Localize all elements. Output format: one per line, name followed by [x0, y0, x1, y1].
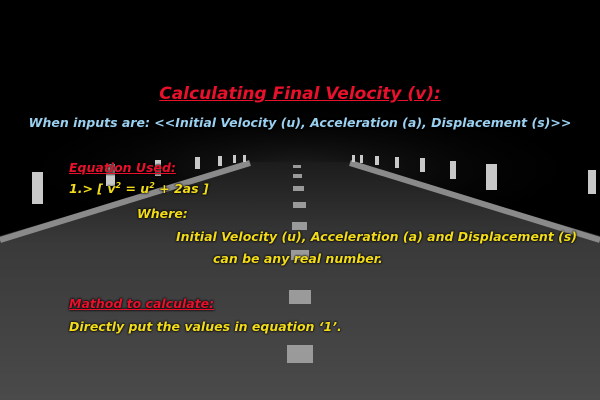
equation-number: 1.> — [69, 181, 93, 197]
equation-formula — [69, 181, 209, 196]
where-label: Where: — [137, 206, 188, 221]
equation-term1: u — [140, 181, 150, 197]
equation-close-bracket: ] — [202, 181, 209, 197]
method-text: Directly put the values in equation ‘1’. — [69, 319, 342, 334]
equation-lhs-power: 2 — [115, 181, 122, 190]
page-title: Calculating Final Velocity (v): — [159, 84, 441, 104]
equation-term2: 2as — [173, 181, 199, 197]
equation-plus: + — [159, 181, 170, 197]
equation-term1-power: 2 — [149, 181, 155, 190]
equation-lhs: v — [107, 181, 116, 197]
equation-equals: = — [125, 181, 136, 197]
equation-heading: Equation Used: — [69, 160, 176, 175]
where-line-2: can be any real number. — [213, 251, 383, 266]
where-line-1: Initial Velocity (u), Acceleration (a) and Displacement (s) — [176, 229, 578, 244]
inputs-subtitle: When inputs are: <<Initial Velocity (u), Acceleration (a), Displacement (s)>> — [28, 115, 572, 130]
method-heading: Mathod to calculate: — [69, 296, 215, 311]
equation-open-bracket: [ — [97, 181, 103, 197]
